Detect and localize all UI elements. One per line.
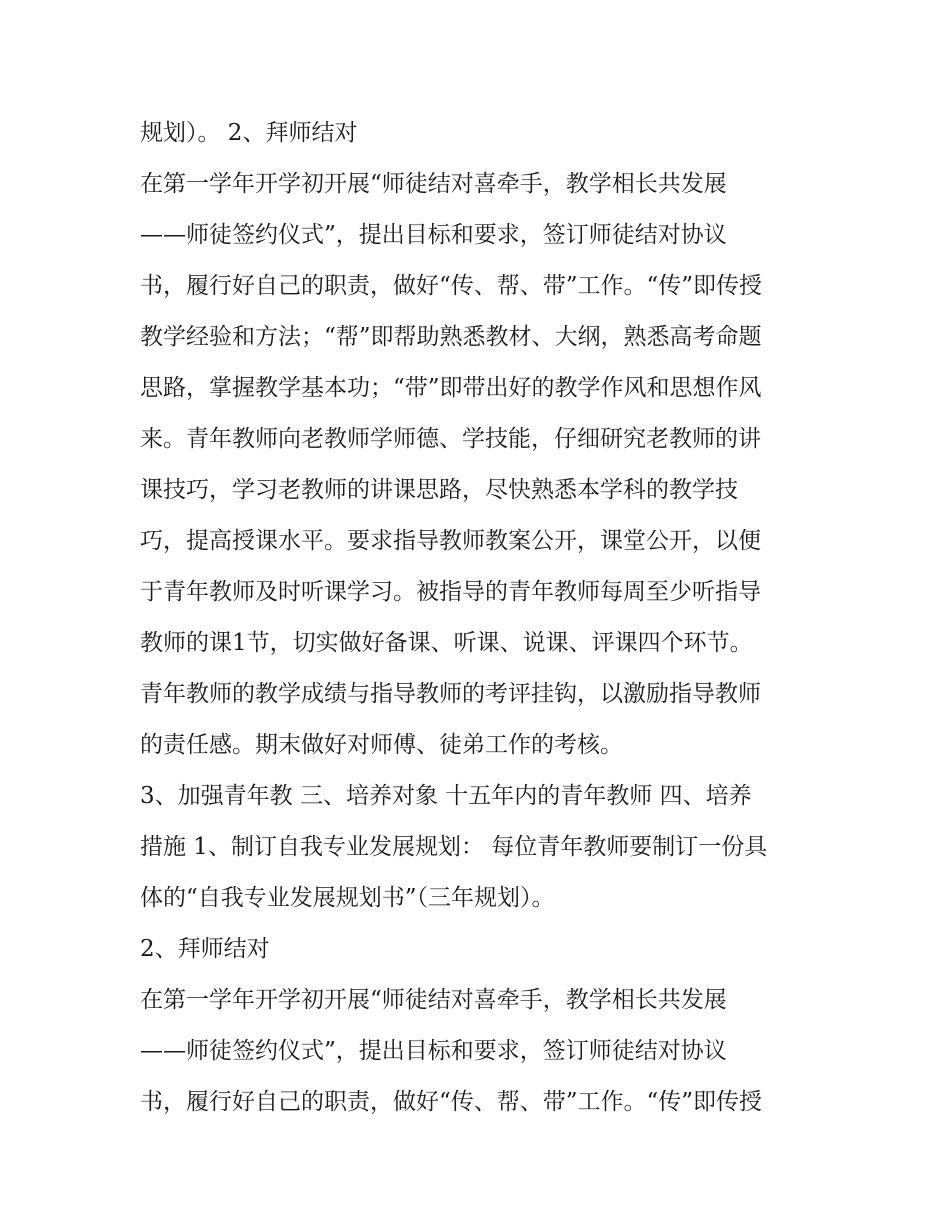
text-line: 体的“自我专业发展规划书”（三年规划）。 (140, 885, 555, 911)
text-line: ——师徒签约仪式”，提出目标和要求，签订师徒结对协议 (140, 1038, 727, 1064)
text-line: 来。青年教师向老教师学师德、学技能，仔细研究老教师的讲 (140, 426, 761, 452)
text-line: ——师徒签约仪式”，提出目标和要求，签订师徒结对协议 (140, 222, 727, 248)
text-line: 青年教师的教学成绩与指导教师的考评挂钩，以激励指导教师 (140, 681, 761, 707)
text-line: 书，履行好自己的职责，做好“传、帮、带”工作。“传”即传授 (140, 1089, 763, 1115)
text-line: 巧，提高授课水平。要求指导教师教案公开，课堂公开，以便 (140, 528, 761, 554)
text-line: 规划）。 2、拜师结对 (140, 120, 358, 146)
text-line: 课技巧，学习老教师的讲课思路，尽快熟悉本学科的教学技 (140, 477, 738, 503)
text-line: 思路，掌握教学基本功；“带”即带出好的教学作风和思想作风 (140, 375, 762, 401)
text-line: 在第一学年开学初开展“师徒结对喜牵手，教学相长共发展 (140, 171, 727, 197)
text-line: 书，履行好自己的职责，做好“传、帮、带”工作。“传”即传授 (140, 273, 763, 299)
text-line: 的责任感。期末做好对师傅、徒弟工作的考核。 (140, 732, 623, 758)
text-line: 教学经验和方法；“帮”即帮助熟悉教材、大纲，熟悉高考命题 (140, 324, 762, 350)
text-line: 于青年教师及时听课学习。被指导的青年教师每周至少听指导 (140, 579, 761, 605)
body-text (140, 108, 820, 1128)
text-line: 2、拜师结对 (140, 936, 270, 962)
text-line: 措施 1、制订自我专业发展规划： 每位青年教师要制订一份具 (140, 834, 768, 860)
text-line: 3、加强青年教 三、培养对象 十五年内的青年教师 四、培养 (140, 783, 752, 809)
text-line: 在第一学年开学初开展“师徒结对喜牵手，教学相长共发展 (140, 987, 727, 1013)
text-line: 教师的课1节，切实做好备课、听课、说课、评课四个环节。 (140, 630, 753, 656)
